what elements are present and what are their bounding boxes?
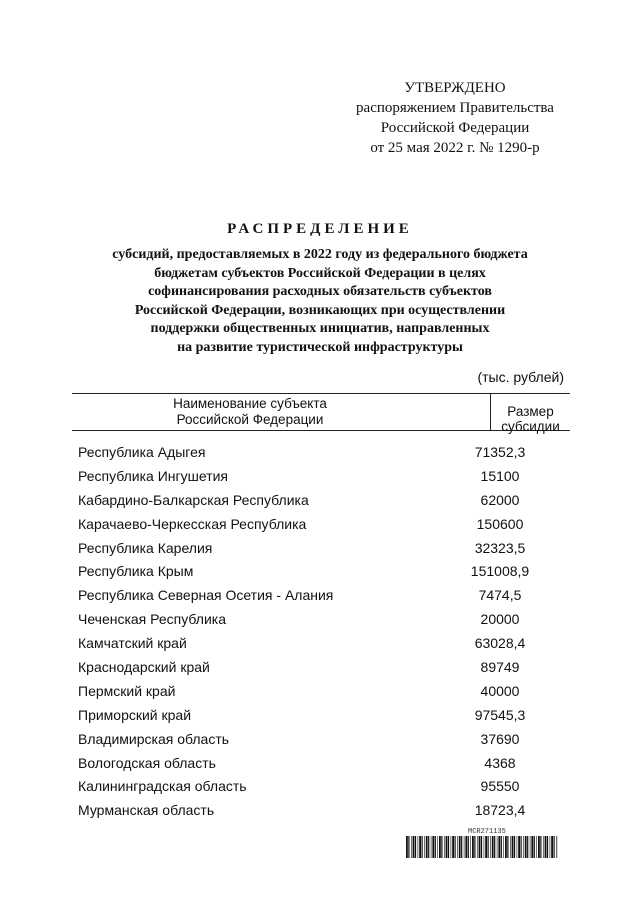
subsidy-amount: 97545,3 [474, 706, 526, 723]
subsidy-amount: 4368 [484, 754, 516, 771]
barcode-bar [418, 836, 419, 858]
region-name: Кабардино-Балкарская Республика [78, 491, 309, 508]
column-header-name [72, 396, 428, 428]
table-row [78, 468, 548, 492]
table-header [72, 393, 570, 434]
barcode-bar [538, 836, 540, 858]
subsidy-amount: 15100 [480, 467, 520, 484]
barcode-bar [431, 836, 432, 858]
subsidy-amount: 95550 [480, 778, 520, 795]
subtitle-line: бюджетам субъектов Российской Федерации в целях [154, 265, 486, 281]
barcode-bar [435, 836, 436, 858]
barcode-bar [468, 836, 469, 858]
barcode-bar [556, 836, 557, 858]
region-name: Республика Северная Осетия - Алания [78, 587, 334, 604]
barcode-bar [545, 836, 547, 858]
subtitle-line: субсидий, предоставляемых в 2022 году из федерального бюджета [112, 247, 528, 262]
barcode-bar [554, 836, 555, 858]
region-name: Владимирская область [78, 730, 230, 747]
subsidy-amount: 71352,3 [474, 444, 526, 460]
barcode-bar [492, 836, 494, 858]
barcode-bar [505, 836, 507, 858]
approval-line: распоряжением Правительства [356, 100, 554, 116]
subtitle-line: Российской Федерации, возникающих при осуществлении [134, 302, 506, 318]
barcode-bar [527, 836, 528, 858]
barcode-bar [498, 836, 500, 858]
barcode-bar [451, 836, 452, 858]
barcode-bar [424, 836, 425, 858]
region-name: Краснодарский край [78, 659, 210, 676]
subsidy-amount: 151008,9 [470, 563, 530, 580]
table-row [78, 492, 548, 516]
barcode-image [406, 836, 558, 858]
column-header-amount: Размер субсидии [501, 404, 560, 434]
table-row [78, 611, 548, 635]
table-row [78, 802, 548, 826]
table-row [78, 778, 548, 802]
barcode-bar [477, 836, 478, 858]
region-name: Камчатский край [78, 635, 187, 652]
barcode-bar [461, 836, 462, 858]
barcode-bar [415, 836, 416, 858]
subsidy-amount: 150600 [476, 515, 524, 532]
table-row [78, 707, 548, 731]
subtitle-line: на развитие туристической инфраструктуры [177, 339, 463, 355]
barcode-bar [531, 836, 533, 858]
barcode-bar [543, 836, 544, 858]
subsidy-amount: 89749 [480, 659, 520, 676]
region-name: Карачаево-Черкесская Республика [78, 515, 307, 532]
table-row [78, 563, 548, 587]
barcode-bar [530, 836, 531, 858]
barcode-bar [472, 836, 474, 858]
barcode-bar [517, 836, 518, 858]
barcode-bar [551, 836, 553, 858]
column-header-name-line: Наименование субъекта [173, 396, 327, 411]
table-row [78, 683, 548, 707]
region-name: Пермский край [78, 682, 176, 699]
barcode-bar [510, 836, 511, 858]
barcode-bar [514, 836, 515, 858]
column-header-name-line: Российской Федерации [176, 412, 324, 427]
barcode-bar [484, 836, 485, 858]
approval-stamp [340, 78, 570, 158]
table-row [78, 755, 548, 779]
region-name: Чеченская Республика [78, 611, 226, 628]
barcode-bar [481, 836, 482, 858]
barcode-bar [448, 836, 449, 858]
barcode-bar [485, 836, 487, 858]
barcode-bar [432, 836, 434, 858]
barcode-bar [488, 836, 489, 858]
barcode-bar [507, 836, 508, 858]
barcode-bar [422, 836, 423, 858]
barcode-bar [465, 836, 467, 858]
barcode-bar [426, 836, 428, 858]
barcode-bar [534, 836, 535, 858]
barcode-bar [419, 836, 421, 858]
table-row [78, 587, 548, 611]
approval-line: Российской Федерации [380, 120, 530, 136]
barcode-bar [479, 836, 481, 858]
barcode-bar [459, 836, 461, 858]
document-title: РАСПРЕДЕЛЕНИЕ [227, 221, 413, 237]
barcode-bar [441, 836, 442, 858]
barcode-bar [536, 836, 537, 858]
table-row [78, 731, 548, 755]
table-body [78, 444, 548, 826]
units-label: (тыс. рублей) [477, 369, 564, 385]
subsidy-amount: 62000 [480, 491, 520, 508]
region-name: Республика Крым [78, 563, 194, 580]
barcode-bar [490, 836, 491, 858]
barcode-bar [523, 836, 524, 858]
barcode-bar [525, 836, 527, 858]
subsidy-amount: 32323,5 [474, 539, 526, 556]
subtitle-line: поддержки общественных инициатив, направленных [150, 321, 490, 336]
barcode-bar [503, 836, 504, 858]
region-name: Республика Карелия [78, 539, 213, 556]
barcode-bar [497, 836, 498, 858]
region-name: Республика Адыгея [78, 444, 206, 460]
barcode-bar [457, 836, 458, 858]
approval-date: от 25 мая 2022 г. № 1290-р [370, 140, 540, 156]
barcode-bar [521, 836, 522, 858]
barcode-bar [406, 836, 408, 858]
subsidy-amount: 37690 [480, 730, 520, 747]
barcode-bar [408, 836, 409, 858]
subsidy-amount: 20000 [480, 611, 520, 628]
subsidy-amount: 18723,4 [474, 802, 526, 819]
document-subtitle [80, 246, 560, 357]
barcode-bar [512, 836, 514, 858]
barcode-bar [470, 836, 471, 858]
barcode-bar [540, 836, 541, 858]
subsidy-amount: 63028,4 [474, 635, 526, 652]
region-name: Калининградская область [78, 778, 247, 795]
barcode-bar [501, 836, 502, 858]
barcode-bar [550, 836, 551, 858]
barcode-bar [518, 836, 520, 858]
approval-heading: УТВЕРЖДЕНО [404, 80, 506, 96]
barcode-number: MCR271135 [468, 828, 506, 836]
barcode-bar [413, 836, 415, 858]
barcode-bar [455, 836, 456, 858]
barcode-bar [428, 836, 429, 858]
barcode-bar [547, 836, 548, 858]
region-name: Приморский край [78, 706, 192, 723]
subtitle-line: софинансирования расходных обязательств субъектов [148, 284, 492, 299]
barcode-bar [446, 836, 448, 858]
barcode-bar [437, 836, 438, 858]
region-name: Мурманская область [78, 802, 215, 819]
table-row [78, 635, 548, 659]
barcode-bar [411, 836, 412, 858]
barcode-bar [444, 836, 445, 858]
table-row [78, 444, 548, 468]
barcode-bar [474, 836, 475, 858]
barcode-bar [464, 836, 465, 858]
table-row [78, 516, 548, 540]
barcode-bar [452, 836, 454, 858]
barcode-bar [439, 836, 441, 858]
barcode-bar [494, 836, 495, 858]
region-name: Республика Ингушетия [78, 467, 229, 484]
region-name: Вологодская область [78, 754, 216, 771]
table-row [78, 540, 548, 564]
subsidy-amount: 7474,5 [478, 587, 522, 604]
table-row [78, 659, 548, 683]
subsidy-amount: 40000 [480, 682, 520, 699]
